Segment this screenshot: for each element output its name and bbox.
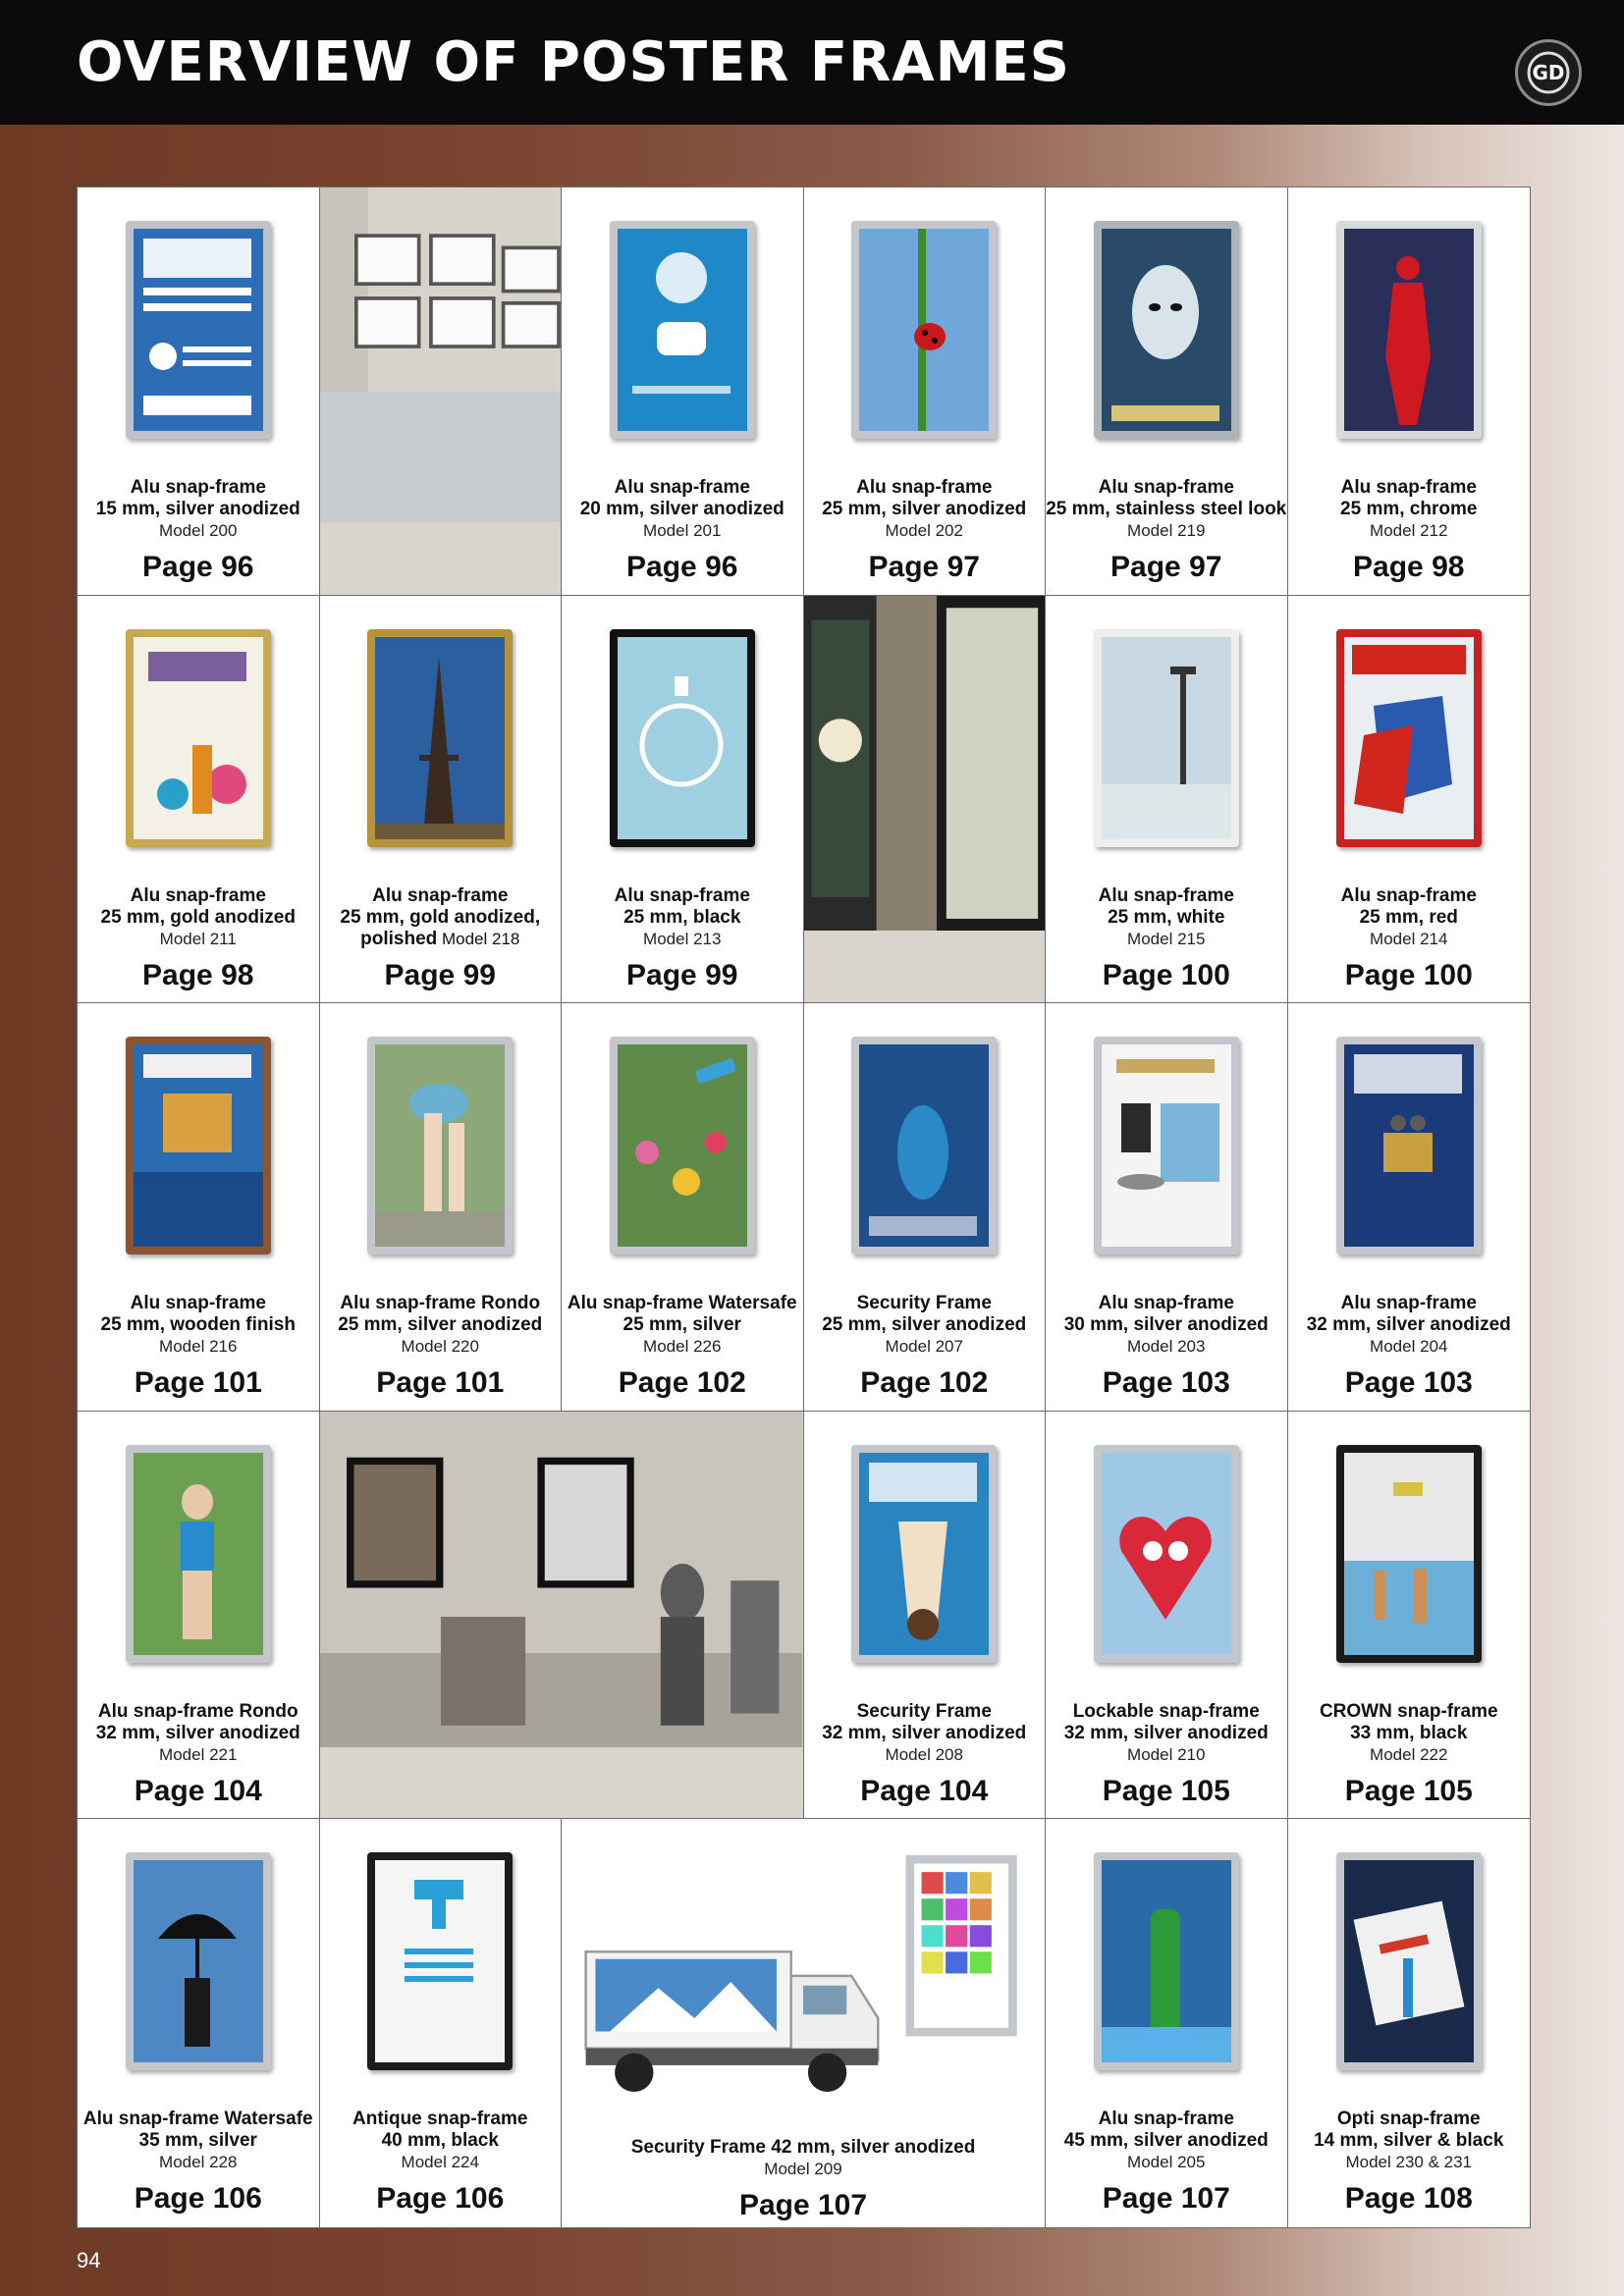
page-reference-link[interactable]: Page 96: [142, 551, 254, 583]
product-name: Alu snap-frame Rondo: [97, 1700, 298, 1722]
product-spec: 25 mm, silver: [623, 1314, 741, 1336]
poster-frame-image: [126, 1037, 271, 1255]
photo-shop: [320, 1412, 804, 1820]
product-spec: 25 mm, white: [1108, 906, 1225, 928]
product-name: Alu snap-frame Watersafe: [82, 2109, 313, 2130]
poster-frame-image: [851, 1037, 997, 1255]
page-reference-link[interactable]: Page 96: [626, 551, 738, 583]
product-caption: [78, 1701, 319, 1811]
truck-photo: [562, 1819, 1045, 2104]
page-reference-link[interactable]: Page 108: [1344, 2182, 1473, 2216]
product-spec: 25 mm, silver anodized: [822, 1314, 1027, 1336]
product-model: Model 211: [159, 929, 237, 948]
poster-frame-image: [126, 629, 271, 847]
page-reference-link[interactable]: Page 98: [142, 958, 254, 991]
page-reference-link[interactable]: Page 103: [1344, 1366, 1473, 1400]
product-caption: [78, 2109, 319, 2218]
product-model: Model 230 & 231: [1345, 2153, 1473, 2172]
product-spec: 14 mm, silver & black: [1314, 2130, 1504, 2152]
product-model: Model 208: [885, 1744, 963, 1764]
product-caption: [1046, 1701, 1287, 1811]
product-model: Model 224: [401, 2153, 479, 2172]
page-reference-link[interactable]: Page 98: [1353, 551, 1465, 583]
product-name: Alu snap-frame: [614, 884, 750, 906]
poster-frame-image: [126, 221, 271, 439]
page-reference-link[interactable]: Page 107: [1102, 2182, 1230, 2216]
product-card: [78, 596, 320, 1004]
product-card: [1288, 1819, 1531, 2227]
product-name: Alu snap-frame: [856, 477, 993, 498]
product-card: [1046, 1819, 1288, 2227]
page-reference-link[interactable]: Page 102: [860, 1366, 989, 1400]
product-spec: 40 mm, black: [381, 2130, 499, 2152]
product-name: Alu snap-frame: [130, 477, 266, 498]
poster-frame-image: [1094, 221, 1239, 439]
gd-logo-icon: [1515, 39, 1582, 106]
product-model: Model 221: [159, 1744, 238, 1764]
product-grid: [77, 187, 1531, 2228]
product-model: Model 207: [885, 1337, 963, 1357]
product-spec: 30 mm, silver anodized: [1063, 1314, 1269, 1336]
product-caption: [1046, 2109, 1287, 2218]
product-caption: [1288, 885, 1531, 995]
product-card: [804, 1003, 1047, 1412]
product-model: Model 213: [643, 929, 722, 948]
product-name: Antique snap-frame: [352, 2109, 528, 2130]
product-caption: [804, 1293, 1046, 1403]
page-reference-link[interactable]: Page 97: [868, 551, 980, 583]
product-name: Security Frame 42 mm, silver anodized: [630, 2137, 976, 2159]
product-caption: [1046, 1293, 1287, 1403]
product-model: Model 204: [1370, 1337, 1448, 1357]
product-caption: [320, 1293, 562, 1403]
product-model: Model 226: [643, 1337, 722, 1357]
product-model: Model 216: [159, 1337, 238, 1357]
product-card: [562, 187, 804, 596]
product-name: Alu snap-frame: [1098, 477, 1234, 498]
page-title: OVERVIEW OF POSTER FRAMES: [77, 30, 1070, 94]
poster-frame-image: [126, 1852, 271, 2070]
photo-wall-signs: [320, 187, 563, 596]
product-spec: 25 mm, wooden finish: [100, 1314, 296, 1336]
product-caption: [1046, 885, 1287, 995]
product-card: [78, 187, 320, 596]
product-model: Model 200: [159, 521, 238, 540]
product-model: Model 202: [885, 521, 963, 540]
product-card: [804, 1412, 1047, 1820]
product-caption: [78, 885, 319, 995]
product-spec: 45 mm, silver anodized: [1063, 2130, 1269, 2152]
product-spec-line: polished: [360, 928, 438, 949]
product-model: Model 220: [401, 1337, 479, 1357]
page-reference-link[interactable]: Page 105: [1102, 1774, 1230, 1807]
page-reference-link[interactable]: Page 103: [1102, 1366, 1230, 1400]
product-card: [78, 1819, 320, 2227]
wall-signs-photo: [320, 187, 561, 522]
product-name: Alu snap-frame: [1340, 884, 1477, 906]
product-model: Model 203: [1127, 1337, 1206, 1357]
poster-frame-image: [851, 1445, 997, 1663]
product-spec: 32 mm, silver anodized: [1063, 1722, 1269, 1743]
product-name: Security Frame: [856, 1700, 992, 1722]
product-card: [562, 1819, 1046, 2227]
product-spec: 25 mm, black: [623, 906, 741, 928]
poster-frame-image: [367, 629, 513, 847]
product-caption: [562, 1293, 803, 1403]
product-spec-line: 25 mm, gold anodized,: [340, 906, 541, 928]
poster-frame-image: [1094, 1445, 1239, 1663]
product-name: Alu snap-frame: [1098, 2109, 1234, 2130]
page-reference-link[interactable]: Page 100: [1102, 958, 1230, 991]
product-model: Model 218: [437, 929, 520, 948]
product-name: Alu snap-frame: [614, 477, 750, 498]
product-caption: [78, 477, 319, 587]
product-spec: 33 mm, black: [1350, 1722, 1468, 1743]
product-card: [78, 1412, 320, 1820]
product-card: [1288, 1003, 1531, 1412]
page-reference-link[interactable]: Page 99: [384, 958, 496, 991]
product-spec: 32 mm, silver anodized: [95, 1722, 300, 1743]
product-caption: [1046, 477, 1287, 587]
product-spec: 25 mm, chrome: [1340, 499, 1478, 519]
product-card: [1046, 1003, 1288, 1412]
product-card: [320, 596, 563, 1004]
product-name: Alu snap-frame: [1340, 477, 1477, 498]
product-spec: 25 mm, stainless steel look: [1046, 499, 1287, 519]
product-name: Alu snap-frame: [1340, 1293, 1477, 1314]
poster-frame-image: [1336, 221, 1482, 439]
poster-frame-image: [610, 1037, 755, 1255]
product-spec: [320, 907, 562, 950]
product-card: [562, 596, 804, 1004]
page-reference-link[interactable]: Page 104: [134, 1774, 262, 1807]
product-spec: 35 mm, silver: [138, 2130, 257, 2152]
product-caption: [1288, 2109, 1531, 2218]
product-name: Alu snap-frame: [1098, 1293, 1234, 1314]
product-name: Opti snap-frame: [1336, 2109, 1481, 2130]
product-name: Alu snap-frame Watersafe: [567, 1293, 797, 1314]
page-reference-link[interactable]: Page 99: [626, 958, 738, 991]
product-spec: 25 mm, gold anodized: [100, 906, 296, 928]
product-model: Model 209: [764, 2160, 842, 2179]
page-reference-link[interactable]: Page 100: [1344, 958, 1473, 991]
page-reference-link[interactable]: Page 102: [618, 1366, 746, 1400]
product-spec: 32 mm, silver anodized: [1306, 1314, 1511, 1336]
product-spec: 32 mm, silver anodized: [822, 1722, 1027, 1743]
poster-frame-image: [1094, 629, 1239, 847]
page-reference-link[interactable]: Page 101: [376, 1366, 505, 1400]
product-name: CROWN snap-frame: [1319, 1700, 1498, 1722]
poster-frame-image: [851, 221, 997, 439]
product-card: [320, 1003, 563, 1412]
product-caption: [1288, 1701, 1531, 1811]
product-spec: 25 mm, red: [1359, 906, 1458, 928]
product-card: [1046, 1412, 1288, 1820]
poster-frame-image: [1336, 1445, 1482, 1663]
poster-frame-image: [1094, 1037, 1239, 1255]
product-card: [1288, 187, 1531, 596]
product-spec: 15 mm, silver anodized: [95, 499, 300, 519]
product-card: [78, 1003, 320, 1412]
product-card: [804, 187, 1047, 596]
poster-frame-image: [610, 221, 755, 439]
product-name: Alu snap-frame: [1098, 884, 1234, 906]
poster-frame-image: [367, 1037, 513, 1255]
page-reference-link[interactable]: Page 101: [134, 1366, 262, 1400]
product-name: Security Frame: [856, 1293, 992, 1314]
poster-frame-image: [610, 629, 755, 847]
product-caption: [562, 885, 803, 995]
product-model: Model 214: [1370, 929, 1448, 948]
product-caption: [804, 1701, 1046, 1811]
page-number: 94: [77, 2248, 101, 2272]
product-spec: 25 mm, silver anodized: [338, 1314, 543, 1336]
poster-frame-image: [1336, 1852, 1482, 2070]
product-model: Model 215: [1127, 929, 1206, 948]
product-model: Model 201: [643, 521, 722, 540]
photo-carousel: [804, 596, 1047, 1004]
product-caption: [804, 477, 1046, 587]
header-bar: [0, 0, 1624, 125]
product-card: [1046, 596, 1288, 1004]
product-caption: [562, 2137, 1045, 2225]
poster-frame-image: [126, 1445, 271, 1663]
poster-frame-image: [1094, 1852, 1239, 2070]
product-model: Model 219: [1127, 521, 1206, 540]
poster-frame-image: [1336, 629, 1482, 847]
poster-frame-image: [367, 1852, 513, 2070]
carousel-photo: [804, 596, 1045, 931]
product-caption: [320, 885, 562, 995]
product-card: [320, 1819, 563, 2227]
product-card: [1288, 1412, 1531, 1820]
product-card: [1046, 187, 1288, 596]
svg-text:GD: GD: [1532, 61, 1565, 84]
product-caption: [1288, 477, 1531, 587]
page-reference-link[interactable]: Page 107: [738, 2189, 868, 2222]
product-name: Alu snap-frame: [130, 884, 266, 906]
poster-frame-image: [1336, 1037, 1482, 1255]
product-model: Model 228: [159, 2153, 238, 2172]
product-card: [562, 1003, 804, 1412]
page-reference-link[interactable]: Page 106: [134, 2182, 262, 2216]
product-model: Model 210: [1127, 1744, 1206, 1764]
product-model: Model 205: [1127, 2153, 1206, 2172]
product-name: Alu snap-frame: [130, 1293, 266, 1314]
page-reference-link[interactable]: Page 106: [376, 2182, 505, 2216]
product-card: [1288, 596, 1531, 1004]
product-name: Alu snap-frame Rondo: [340, 1293, 541, 1314]
product-model: Model 212: [1370, 521, 1448, 540]
product-caption: [78, 1293, 319, 1403]
page-reference-link[interactable]: Page 97: [1110, 551, 1222, 583]
product-spec: 20 mm, silver anodized: [579, 499, 785, 519]
product-caption: [562, 477, 803, 587]
product-name: Lockable snap-frame: [1072, 1700, 1260, 1722]
product-spec: 25 mm, silver anodized: [822, 499, 1027, 519]
product-name: Alu snap-frame: [372, 884, 509, 906]
product-caption: [1288, 1293, 1531, 1403]
shop-photo: [320, 1412, 803, 1747]
product-model: Model 222: [1370, 1744, 1448, 1764]
page-reference-link[interactable]: Page 104: [860, 1774, 989, 1807]
product-caption: [320, 2109, 562, 2218]
page-reference-link[interactable]: Page 105: [1344, 1774, 1473, 1807]
